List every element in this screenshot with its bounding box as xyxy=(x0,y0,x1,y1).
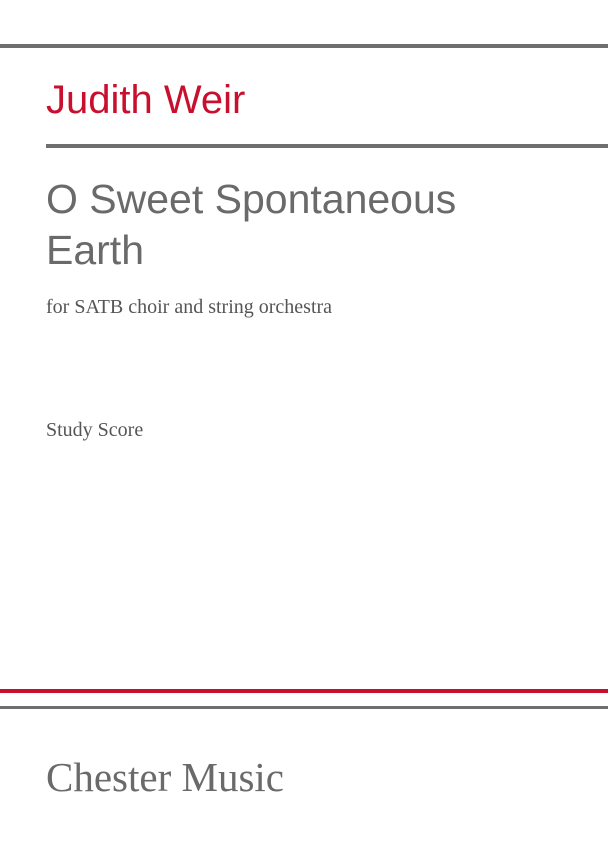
red-accent-divider xyxy=(0,689,608,693)
edition-label: Study Score xyxy=(46,419,144,441)
bottom-divider xyxy=(0,706,608,709)
scoring-subtitle: for SATB choir and string orchestra xyxy=(46,296,333,318)
work-title-line-1: O Sweet Spontaneous xyxy=(46,176,457,222)
publisher-name: Chester Music xyxy=(46,754,284,800)
composer-divider xyxy=(46,144,608,148)
top-divider xyxy=(0,44,608,48)
composer-name: Judith Weir xyxy=(46,78,246,122)
work-title xyxy=(46,174,456,276)
work-title-line-2: Earth xyxy=(46,227,144,273)
